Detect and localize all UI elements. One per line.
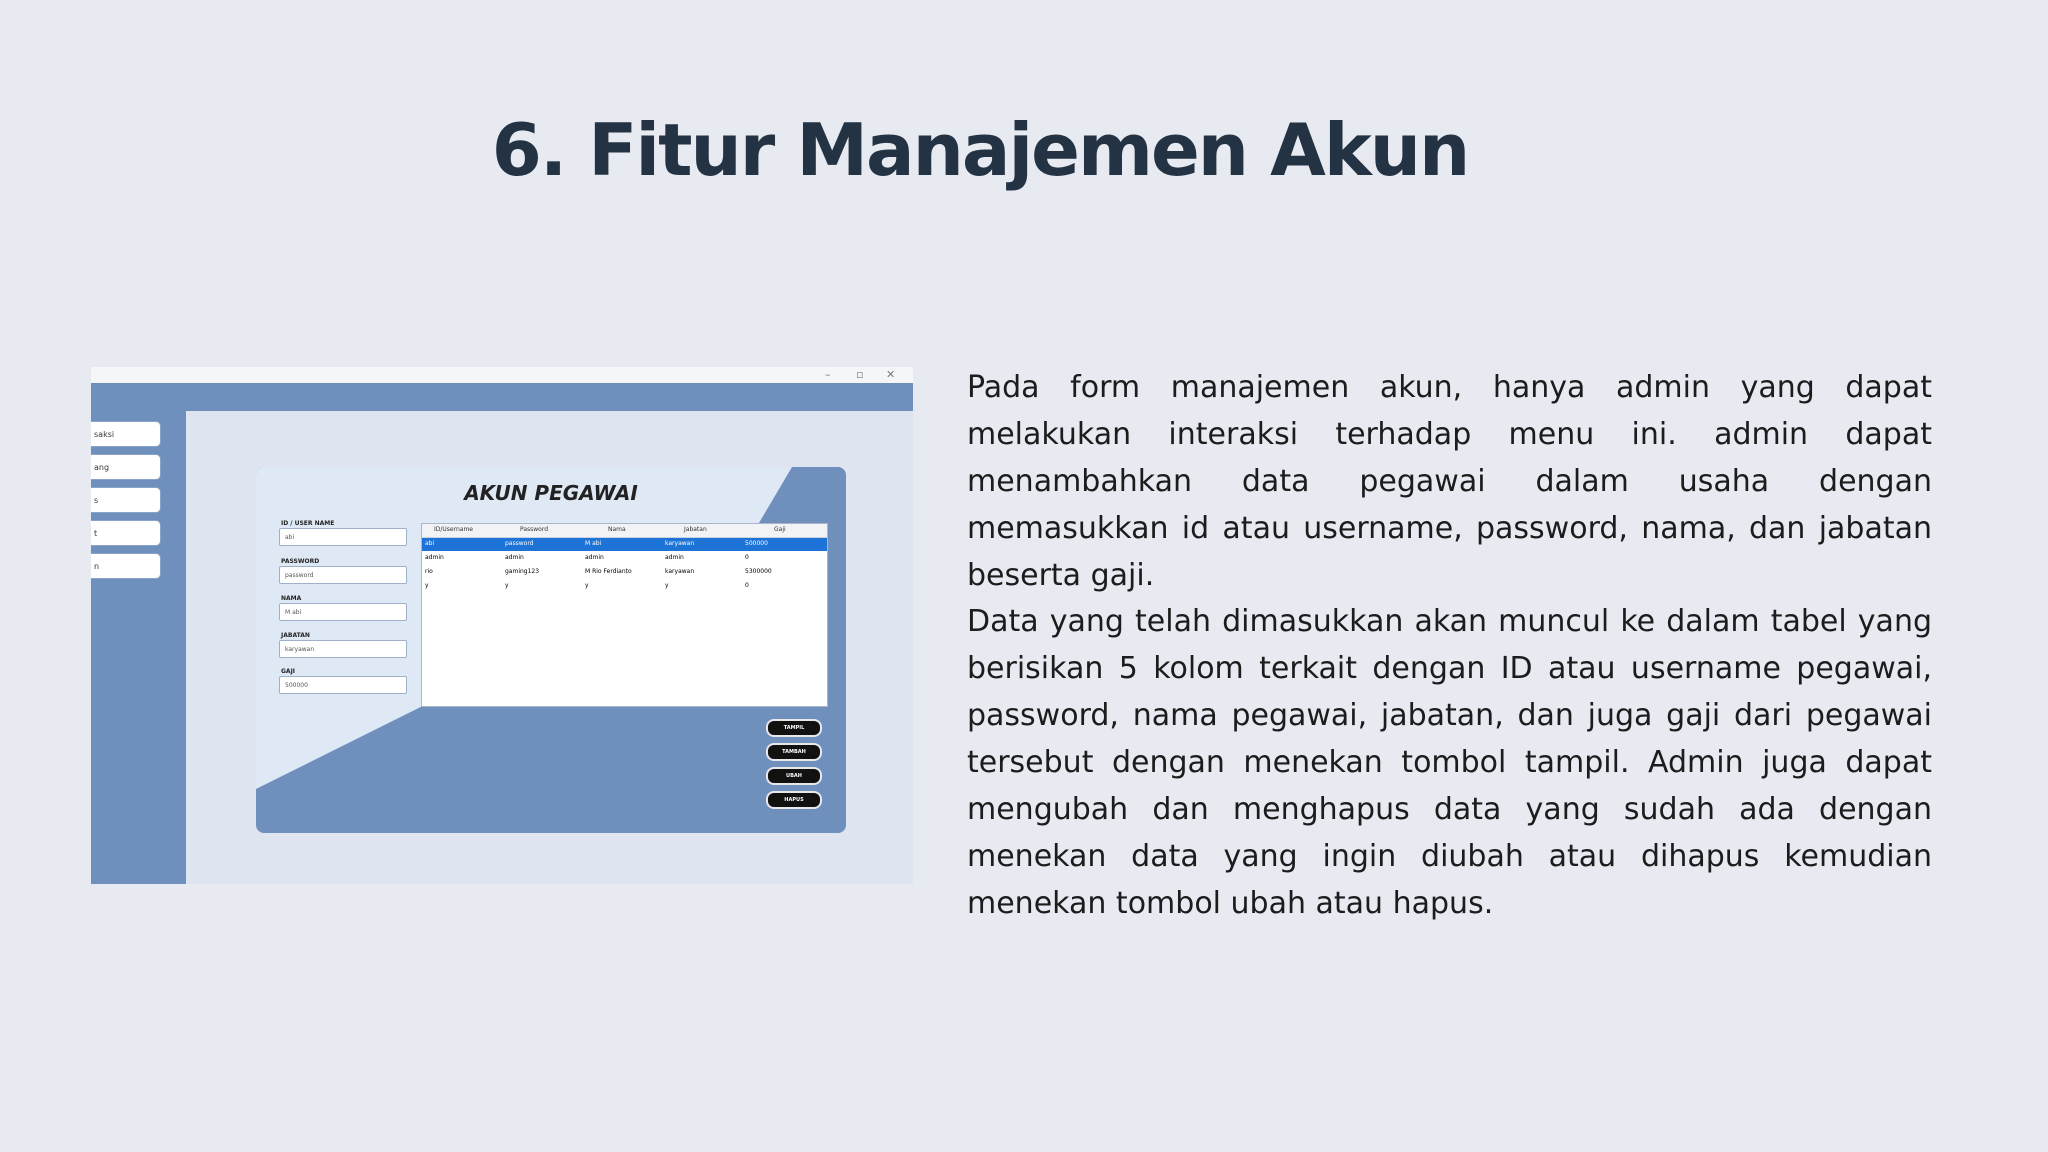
table-cell: admin	[505, 554, 524, 561]
gaji-input[interactable]: 500000	[279, 676, 407, 694]
table-cell: abi	[425, 540, 435, 547]
form-title: AKUN PEGAWAI	[464, 481, 638, 505]
sidebar-item[interactable]: ang	[91, 454, 161, 480]
ubah-button[interactable]: UBAH	[766, 767, 822, 785]
hapus-button[interactable]: HAPUS	[766, 791, 822, 809]
table-cell: gaming123	[505, 568, 540, 575]
table-cell: 5300000	[745, 568, 772, 575]
maximize-icon[interactable]: ▫	[856, 368, 864, 381]
table-row[interactable]	[422, 538, 827, 551]
table-cell: 0	[745, 582, 749, 589]
table-cell: admin	[585, 554, 604, 561]
slide-title: 6. Fitur Manajemen Akun	[491, 108, 1469, 192]
app-screenshot	[91, 367, 913, 884]
id-username-label: ID / USER NAME	[281, 520, 335, 527]
sidebar-item[interactable]: t	[91, 520, 161, 546]
column-header[interactable]: Nama	[608, 526, 626, 533]
close-icon[interactable]: ✕	[886, 368, 896, 381]
password-label: PASSWORD	[281, 558, 320, 565]
table-cell: admin	[425, 554, 444, 561]
jabatan-input[interactable]: karyawan	[279, 640, 407, 658]
nama-label: NAMA	[281, 595, 302, 602]
table-cell: karyawan	[665, 540, 695, 547]
column-header[interactable]: Jabatan	[684, 526, 707, 533]
minimize-icon[interactable]: –	[825, 368, 831, 381]
header-banner	[91, 383, 913, 411]
table-cell: y	[425, 582, 429, 589]
table-cell: y	[585, 582, 589, 589]
sidebar-item[interactable]: saksi	[91, 421, 161, 447]
akun-pegawai-panel	[256, 467, 846, 833]
table-row[interactable]	[422, 566, 827, 579]
id-username-input[interactable]: abi	[279, 528, 407, 546]
sidebar-item[interactable]: s	[91, 487, 161, 513]
description-paragraph-2: Data yang telah dimasukkan akan muncul ke dalam tabel yang berisikan 5 kolom terkait dengan ID atau username pegawai, password, nama pegawai, jabatan, dan juga gaji dari pegawai tersebut dengan menekan tombol tampil. Admin juga dapat mengubah dan menghapus data yang sudah ada dengan menekan data yang ingin diubah atau dihapus kemudian menekan tombol ubah atau hapus.	[967, 604, 1932, 921]
tampil-button[interactable]: TAMPIL	[766, 719, 822, 737]
gaji-label: GAJI	[281, 668, 296, 675]
table-row[interactable]	[422, 580, 827, 593]
table-cell: y	[665, 582, 669, 589]
column-header[interactable]: Gaji	[774, 526, 786, 533]
table-cell: password	[505, 540, 534, 547]
table-cell: admin	[665, 554, 684, 561]
table-cell: 0	[745, 554, 749, 561]
window-titlebar	[91, 367, 913, 383]
table-header	[422, 524, 827, 538]
table-cell: y	[505, 582, 509, 589]
pegawai-table[interactable]	[421, 523, 828, 707]
table-cell: M abi	[585, 540, 602, 547]
column-header[interactable]: Password	[520, 526, 549, 533]
table-cell: karyawan	[665, 568, 695, 575]
description-paragraph-1: Pada form manajemen akun, hanya admin yang dapat melakukan interaksi terhadap menu ini. admin dapat menambahkan data pegawai dalam usaha dengan memasukkan id atau username, password, nama, dan jabatan beserta gaji.	[967, 370, 1932, 593]
password-input[interactable]: password	[279, 566, 407, 584]
sidebar	[91, 411, 186, 884]
tambah-button[interactable]: TAMBAH	[766, 743, 822, 761]
nama-input[interactable]: M abi	[279, 603, 407, 621]
sidebar-item[interactable]: n	[91, 553, 161, 579]
table-row[interactable]	[422, 552, 827, 565]
table-cell: 500000	[745, 540, 768, 547]
jabatan-label: JABATAN	[281, 632, 310, 639]
table-cell: M Rio Ferdianto	[585, 568, 632, 575]
table-cell: rio	[425, 568, 433, 575]
column-header[interactable]: ID/Username	[434, 526, 473, 533]
